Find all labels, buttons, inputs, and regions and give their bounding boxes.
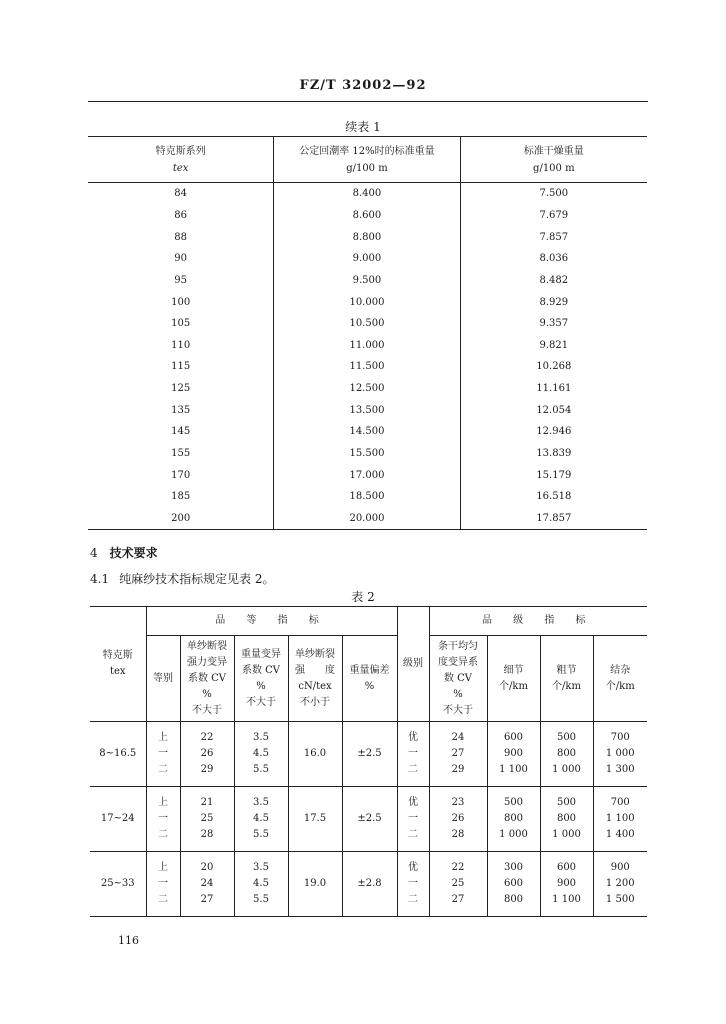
table2-classes bbox=[146, 852, 180, 917]
cell-line: 一 bbox=[408, 748, 418, 759]
table-cell: 100 bbox=[171, 296, 191, 308]
cell-line: 1 000 bbox=[605, 748, 635, 759]
table2-header-cv-weight: 重量变异 系数 CV % 不大于 bbox=[234, 636, 288, 722]
cell-line: 25 bbox=[200, 813, 214, 824]
cell-line: 28 bbox=[451, 829, 465, 840]
table2 bbox=[90, 606, 647, 917]
table2-tenacity: 16.0 bbox=[288, 722, 342, 787]
table2-weight-dev: ±2.5 bbox=[342, 787, 397, 852]
table2-header-evenness: 条干均匀 度变异系 数 CV % 不大于 bbox=[429, 636, 487, 722]
table-row bbox=[90, 852, 647, 917]
cell-line: 600 bbox=[503, 732, 524, 743]
table-cell: 9.000 bbox=[274, 248, 460, 270]
table-cell: 8.600 bbox=[274, 205, 460, 227]
table-cell: 135 bbox=[171, 404, 191, 416]
table2-tenacity: 19.0 bbox=[288, 852, 342, 917]
table-cell: 8.929 bbox=[460, 291, 647, 313]
table-cell: 11.500 bbox=[274, 356, 460, 378]
table-cell: 8.036 bbox=[460, 248, 647, 270]
table-row bbox=[88, 421, 647, 443]
table2-cv-strength bbox=[180, 787, 234, 852]
cell-line: 5.5 bbox=[253, 764, 269, 775]
table-cell: 9.357 bbox=[460, 313, 647, 335]
table2-thick bbox=[540, 787, 593, 852]
table2-tex-range: 25~33 bbox=[90, 852, 146, 917]
cell-line: 27 bbox=[451, 748, 465, 759]
cell-line: 700 bbox=[610, 732, 630, 743]
cell-line: 800 bbox=[556, 748, 577, 759]
table1-header-standard-weight: 公定回潮率 12%时的标准重量 g/100 m bbox=[274, 137, 460, 183]
table2-cv-strength bbox=[180, 852, 234, 917]
table2-header-tex: 特克斯 tex bbox=[90, 607, 146, 722]
table2-evenness bbox=[429, 852, 487, 917]
table2-group-quality: 品 等 指 标 bbox=[146, 607, 397, 636]
table-cell: 13.500 bbox=[274, 399, 460, 421]
table-row bbox=[88, 508, 647, 530]
table-row bbox=[88, 356, 647, 378]
cell-line: 一 bbox=[158, 748, 168, 759]
table-cell: 115 bbox=[171, 361, 191, 373]
table2-neps bbox=[593, 722, 647, 787]
table2-cv-weight bbox=[234, 787, 288, 852]
table2-thick bbox=[540, 722, 593, 787]
table-cell: 10.500 bbox=[274, 313, 460, 335]
table2-classes bbox=[146, 722, 180, 787]
cell-line: 800 bbox=[556, 813, 577, 824]
table2-header-thin: 细节 个/km bbox=[487, 636, 540, 722]
table2-levels bbox=[397, 722, 429, 787]
table-cell: 110 bbox=[171, 339, 191, 351]
table-cell: 155 bbox=[171, 448, 191, 459]
table-cell: 200 bbox=[171, 512, 191, 524]
table-row bbox=[90, 787, 647, 852]
cell-line: 20 bbox=[200, 862, 214, 873]
table2-evenness bbox=[429, 722, 487, 787]
cell-line: 二 bbox=[158, 894, 168, 905]
cell-line: 1 400 bbox=[605, 829, 635, 840]
table-row bbox=[88, 313, 647, 335]
table2-evenness bbox=[429, 787, 487, 852]
table-cell: 15.500 bbox=[274, 443, 460, 465]
table2-header-cv-strength: 单纱断裂 强力变异 系数 CV % 不大于 bbox=[180, 636, 234, 722]
table-row bbox=[88, 248, 647, 270]
cell-line: 上 bbox=[158, 862, 168, 873]
cell-line: 22 bbox=[200, 732, 214, 743]
cell-line: 27 bbox=[200, 894, 214, 905]
table2-cv-strength bbox=[180, 722, 234, 787]
cell-line: 3.5 bbox=[253, 797, 269, 808]
table-cell: 8.800 bbox=[274, 226, 460, 248]
table-cell: 18.500 bbox=[274, 486, 460, 508]
table-cell: 125 bbox=[171, 383, 191, 395]
table-cell: 105 bbox=[171, 318, 191, 330]
table2-cv-weight bbox=[234, 722, 288, 787]
table-cell: 20.000 bbox=[274, 508, 460, 530]
table-cell: 90 bbox=[174, 253, 187, 265]
table-cell: 170 bbox=[171, 469, 191, 481]
cell-line: 4.5 bbox=[253, 878, 269, 889]
cell-line: 1 000 bbox=[499, 829, 528, 840]
table-cell: 86 bbox=[174, 209, 187, 221]
table-row bbox=[88, 486, 647, 508]
table-cell: 11.000 bbox=[274, 334, 460, 356]
cell-line: 26 bbox=[451, 813, 465, 824]
cell-line: 600 bbox=[503, 878, 524, 889]
cell-line: 22 bbox=[451, 862, 465, 873]
table-row bbox=[88, 378, 647, 400]
cell-line: 500 bbox=[503, 797, 524, 808]
table-cell: 11.161 bbox=[460, 378, 647, 400]
table-cell: 8.482 bbox=[460, 270, 647, 292]
table-row bbox=[88, 205, 647, 227]
table-cell: 13.839 bbox=[460, 443, 647, 465]
cell-line: 1 100 bbox=[499, 764, 528, 775]
clause-4-1: 4.1 纯麻纱技术指标规定见表 2。 bbox=[90, 572, 275, 586]
cell-line: 900 bbox=[610, 862, 630, 873]
table-cell: 145 bbox=[171, 426, 191, 438]
cell-line: 上 bbox=[158, 797, 168, 808]
table-cell: 88 bbox=[174, 231, 187, 243]
cell-line: 600 bbox=[556, 862, 577, 873]
cell-line: 29 bbox=[451, 764, 465, 775]
table-cell: 10.000 bbox=[274, 291, 460, 313]
table2-levels bbox=[397, 852, 429, 917]
cell-line: 二 bbox=[158, 764, 168, 775]
cell-line: 1 100 bbox=[552, 894, 581, 905]
table-row bbox=[88, 291, 647, 313]
table-cell: 12.500 bbox=[274, 378, 460, 400]
cell-line: 1 300 bbox=[605, 764, 635, 775]
table-row bbox=[88, 334, 647, 356]
cell-line: 25 bbox=[451, 878, 465, 889]
cell-line: 优 bbox=[408, 862, 418, 873]
cell-line: 一 bbox=[158, 813, 168, 824]
cell-line: 800 bbox=[503, 894, 524, 905]
table2-thick bbox=[540, 852, 593, 917]
cell-line: 21 bbox=[200, 797, 214, 808]
cell-line: 300 bbox=[503, 862, 524, 873]
cell-line: 1 200 bbox=[605, 878, 635, 889]
table1 bbox=[88, 136, 647, 530]
cell-line: 3.5 bbox=[253, 862, 269, 873]
cell-line: 5.5 bbox=[253, 829, 269, 840]
table-cell: 7.679 bbox=[460, 205, 647, 227]
cell-line: 5.5 bbox=[253, 894, 269, 905]
cell-line: 900 bbox=[503, 748, 524, 759]
table-cell: 8.400 bbox=[274, 183, 460, 205]
table-cell: 12.946 bbox=[460, 421, 647, 443]
table-cell: 17.000 bbox=[274, 464, 460, 486]
cell-line: 1 100 bbox=[605, 813, 635, 824]
cell-line: 23 bbox=[451, 797, 465, 808]
cell-line: 24 bbox=[451, 732, 465, 743]
table-row bbox=[88, 226, 647, 248]
cell-line: 二 bbox=[408, 764, 418, 775]
cell-line: 28 bbox=[200, 829, 214, 840]
table2-classes bbox=[146, 787, 180, 852]
table-row bbox=[88, 443, 647, 465]
table-row bbox=[90, 722, 647, 787]
table2-tenacity: 17.5 bbox=[288, 787, 342, 852]
table2-header-class: 等别 bbox=[146, 636, 180, 722]
table1-body bbox=[88, 183, 647, 530]
table-cell: 185 bbox=[171, 491, 191, 503]
cell-line: 二 bbox=[408, 894, 418, 905]
table-cell: 95 bbox=[174, 274, 187, 286]
cell-line: 700 bbox=[610, 797, 630, 808]
table2-weight-dev: ±2.5 bbox=[342, 722, 397, 787]
cell-line: 优 bbox=[408, 732, 418, 743]
table2-tex-range: 8~16.5 bbox=[90, 722, 146, 787]
cell-line: 4.5 bbox=[253, 748, 269, 759]
cell-line: 1 000 bbox=[552, 829, 581, 840]
table2-weight-dev: ±2.8 bbox=[342, 852, 397, 917]
table1-caption: 续表 1 bbox=[345, 120, 381, 134]
cell-line: 上 bbox=[158, 732, 168, 743]
cell-line: 优 bbox=[408, 797, 418, 808]
cell-line: 一 bbox=[408, 878, 418, 889]
cell-line: 二 bbox=[408, 829, 418, 840]
table2-caption: 表 2 bbox=[351, 590, 375, 604]
table1-header-tex: 特克斯系列 tex bbox=[88, 137, 274, 183]
cell-line: 一 bbox=[408, 813, 418, 824]
header-rule bbox=[88, 101, 648, 102]
cell-line: 900 bbox=[556, 878, 577, 889]
table-cell: 17.857 bbox=[460, 508, 647, 530]
cell-line: 27 bbox=[451, 894, 465, 905]
table-row bbox=[88, 270, 647, 292]
table2-header-neps: 结杂 个/km bbox=[593, 636, 647, 722]
table2-group-grade: 品 级 指 标 bbox=[429, 607, 647, 636]
table-row bbox=[88, 464, 647, 486]
cell-line: 3.5 bbox=[253, 732, 269, 743]
section-heading: 4 技术要求 bbox=[90, 546, 158, 560]
table2-thin bbox=[487, 787, 540, 852]
table-cell: 9.500 bbox=[274, 270, 460, 292]
cell-line: 24 bbox=[200, 878, 214, 889]
cell-line: 800 bbox=[503, 813, 524, 824]
table2-tex-range: 17~24 bbox=[90, 787, 146, 852]
table2-header-tenacity: 单纱断裂 强 度 cN/tex 不小于 bbox=[288, 636, 342, 722]
table2-levels bbox=[397, 787, 429, 852]
cell-line: 4.5 bbox=[253, 813, 269, 824]
table-cell: 15.179 bbox=[460, 464, 647, 486]
cell-line: 500 bbox=[556, 732, 577, 743]
table-cell: 16.518 bbox=[460, 486, 647, 508]
table-row bbox=[88, 399, 647, 421]
table2-thin bbox=[487, 722, 540, 787]
standard-code: FZ/T 32002—92 bbox=[299, 78, 427, 93]
cell-line: 29 bbox=[200, 764, 214, 775]
cell-line: 1 000 bbox=[552, 764, 581, 775]
cell-line: 500 bbox=[556, 797, 577, 808]
table1-header-dry-weight: 标准干燥重量 g/100 m bbox=[460, 137, 647, 183]
table-row bbox=[88, 183, 647, 205]
table2-header-thick: 粗节 个/km bbox=[540, 636, 593, 722]
table-cell: 14.500 bbox=[274, 421, 460, 443]
cell-line: 二 bbox=[158, 829, 168, 840]
table-cell: 10.268 bbox=[460, 356, 647, 378]
table2-thin bbox=[487, 852, 540, 917]
table2-header-weight-dev: 重量偏差 % bbox=[342, 636, 397, 722]
table-cell: 7.500 bbox=[460, 183, 647, 205]
cell-line: 1 500 bbox=[605, 894, 635, 905]
table-cell: 7.857 bbox=[460, 226, 647, 248]
cell-line: 一 bbox=[158, 878, 168, 889]
cell-line: 26 bbox=[200, 748, 214, 759]
table2-header-level: 级别 bbox=[397, 607, 429, 722]
table2-neps bbox=[593, 852, 647, 917]
table2-neps bbox=[593, 787, 647, 852]
table-cell: 84 bbox=[174, 188, 187, 200]
table2-cv-weight bbox=[234, 852, 288, 917]
page-number: 116 bbox=[118, 934, 139, 947]
table-cell: 12.054 bbox=[460, 399, 647, 421]
table-cell: 9.821 bbox=[460, 334, 647, 356]
